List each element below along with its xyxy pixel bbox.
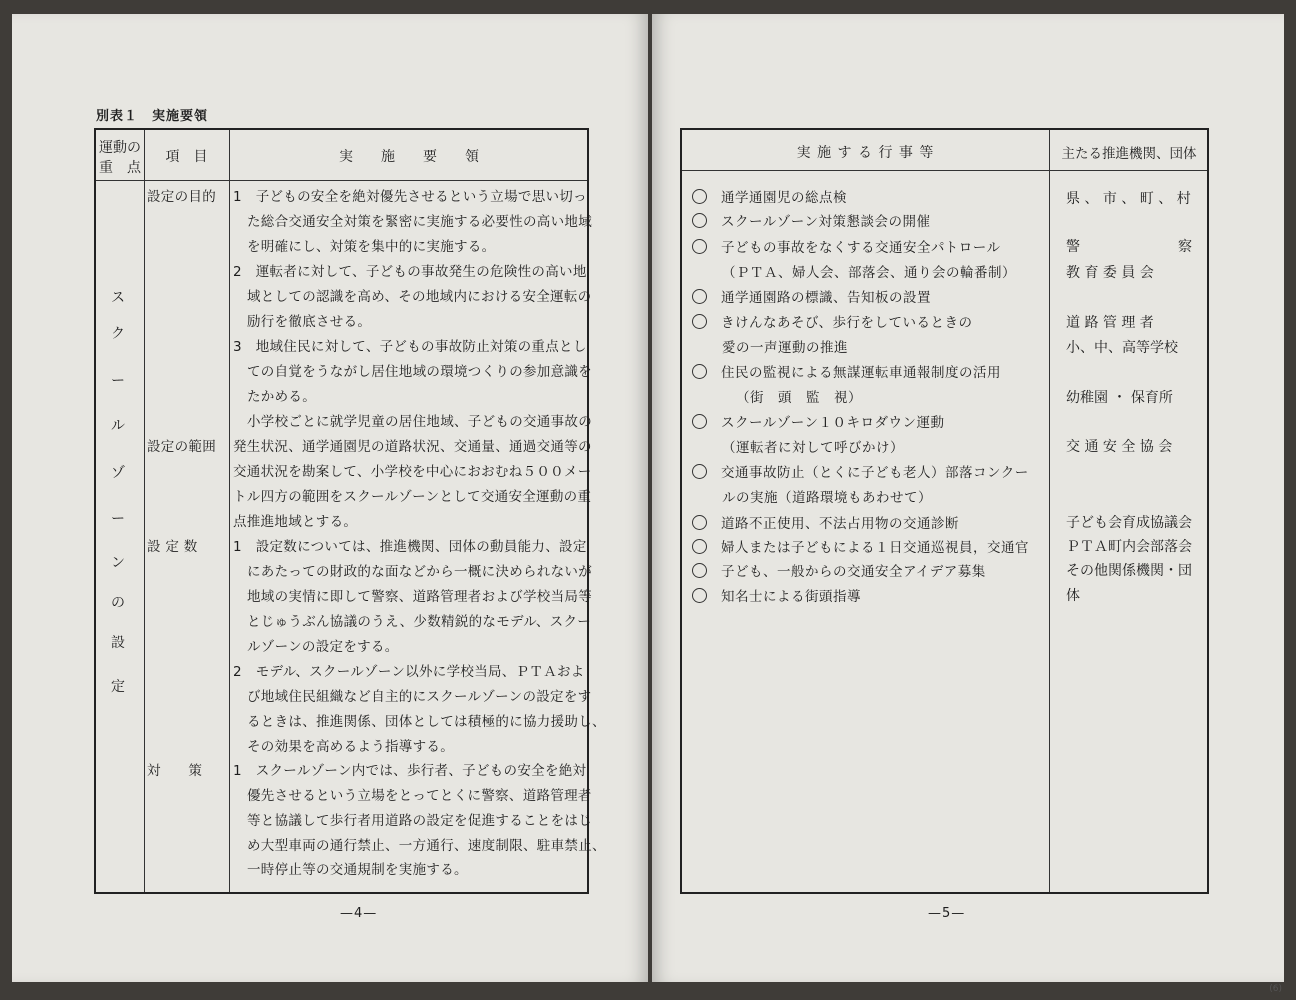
list-item: 警 察 <box>1066 239 1192 255</box>
text-line: るときは、推進関係、団体としては積極的に協力援助し、 <box>247 714 606 730</box>
list-item: 教 育 委 員 会 <box>1066 265 1154 281</box>
text-line: 地域の実情に即して警察、道路管理者および学校当局等 <box>247 589 592 605</box>
list-item: 交 通 安 全 協 会 <box>1066 439 1173 455</box>
text-line: 1 スクールゾーン内では、歩行者、子どもの安全を絶対 <box>233 763 587 779</box>
list-item: その他関係機関・団 <box>1066 563 1192 579</box>
list-item: 知名士による街頭指導 <box>692 585 861 605</box>
text-line: 優先させるという立場をとってとくに警察、道路管理者 <box>247 788 592 804</box>
text-line: び地域住民組織など自主的にスクールゾーンの設定をす <box>247 689 592 705</box>
text-line: 2 モデル、スクールゾーン以外に学校当局、ＰＴＡおよ <box>233 664 585 680</box>
header-procedure: 実 施 要 領 <box>339 149 479 165</box>
text-line: た総合交通安全対策を緊密に実施する必要性の高い地域 <box>247 214 592 230</box>
circle-bullet-icon <box>692 289 707 304</box>
table-header-divider <box>682 170 1207 171</box>
text-line: トル四方の範囲をスクールゾーンとして交通安全運動の重 <box>233 489 592 505</box>
list-item: 道 路 管 理 者 <box>1066 315 1154 331</box>
list-item-continuation: （運転者に対して呼びかけ） <box>722 440 904 456</box>
list-item-continuation: 体 <box>1066 588 1080 604</box>
list-item-continuation: （ＰＴＡ、婦人会、部落会、通り会の輪番制） <box>722 265 1016 281</box>
header-emphasis-line1: 運動の <box>99 140 141 156</box>
item-range: 設定の範囲 <box>147 439 216 455</box>
text-line: にあたっての財政的な面などから一概に決められないが <box>247 564 592 580</box>
list-item: 道路不正使用、不法占用物の交通診断 <box>692 512 959 532</box>
circle-bullet-icon <box>692 588 707 603</box>
table-divider <box>229 130 230 892</box>
table-caption: 別表１ 実施要領 <box>96 109 209 124</box>
circle-bullet-icon <box>692 414 707 429</box>
text-line: 発生状況、通学通園児の道路状況、交通量、通過交通等の <box>233 439 592 455</box>
list-item: きけんなあそび、歩行をしているときの <box>692 311 972 331</box>
text-line: ての自覚をうながし居住地域の環境つくりの参加意識を <box>247 364 592 380</box>
text-line: 3 地域住民に対して、子どもの事故防止対策の重点とし <box>233 339 587 355</box>
header-item: 項 目 <box>165 149 208 165</box>
circle-bullet-icon <box>692 213 707 228</box>
list-item: スクールゾーン対策懇談会の開催 <box>692 210 930 230</box>
page-number-right: —5— <box>928 906 966 921</box>
text-line: 等と協議して歩行者用道路の設定を促進することをはじ <box>247 813 592 829</box>
list-item-continuation: 愛の一声運動の推進 <box>722 340 848 356</box>
table-divider <box>1049 130 1050 892</box>
list-item: 子ども、一般からの交通安全アイデア募集 <box>692 560 986 580</box>
text-line: を明確にし、対策を集中的に実施する。 <box>247 239 496 255</box>
circle-bullet-icon <box>692 464 707 479</box>
list-item: 子どもの事故をなくする交通安全パトロール <box>692 236 1000 256</box>
list-item: 住民の監視による無謀運転車通報制度の活用 <box>692 361 1001 381</box>
circle-bullet-icon <box>692 189 707 204</box>
header-events: 実 施 す る 行 事 等 <box>796 145 935 161</box>
text-line: 交通状況を勘案して、小学校を中心におおむね５００メー <box>233 464 592 480</box>
list-item: 通学通園児の総点検 <box>692 186 847 206</box>
list-item: 婦人または子どもによる１日交通巡視員，交通官 <box>692 536 1029 556</box>
list-item: スクールゾーン１０キロダウン運動 <box>692 411 944 431</box>
table-header-divider <box>96 180 587 181</box>
text-line: 一時停止等の交通規制を実施する。 <box>247 862 468 878</box>
text-line: 点推進地域とする。 <box>233 514 358 530</box>
text-line: 励行を徹底させる。 <box>247 314 372 330</box>
item-purpose: 設定の目的 <box>147 189 216 205</box>
circle-bullet-icon <box>692 515 707 530</box>
circle-bullet-icon <box>692 364 707 379</box>
text-line: 小学校ごとに就学児童の居住地域、子どもの交通事故の <box>247 414 592 430</box>
table-divider <box>144 130 145 892</box>
circle-bullet-icon <box>692 539 707 554</box>
text-line: ルゾーンの設定をする。 <box>247 639 399 655</box>
text-line: 1 子どもの安全を絶対優先させるという立場で思い切っ <box>233 189 587 205</box>
list-item: 県 、 市 、 町 、 村 <box>1066 191 1191 207</box>
text-line: その効果を高めるよう指導する。 <box>247 739 454 755</box>
text-line: 域としての認識を高め、その地域内における安全運転の <box>247 289 592 305</box>
header-organizations: 主たる推進機関、団体 <box>1061 146 1197 162</box>
item-count: 設 定 数 <box>147 539 198 555</box>
corner-mark: (6) <box>1269 984 1282 994</box>
circle-bullet-icon <box>692 239 707 254</box>
list-item: ＰＴＡ町内会部落会 <box>1066 539 1192 555</box>
list-item: 子ども会育成協議会 <box>1066 515 1192 531</box>
list-item: 通学通園路の標識、告知板の設置 <box>692 286 931 306</box>
circle-bullet-icon <box>692 563 707 578</box>
circle-bullet-icon <box>692 314 707 329</box>
header-emphasis-line2: 重 点 <box>99 160 141 176</box>
item-measures: 対 策 <box>147 763 203 779</box>
list-item: 交通事故防止（とくに子ども老人）部落コンクー <box>692 461 1029 481</box>
list-item: 幼稚園 ・ 保育所 <box>1066 390 1173 406</box>
list-item: 小、中、高等学校 <box>1066 340 1178 356</box>
list-item-continuation: （街 頭 監 視） <box>736 390 862 406</box>
text-line: 2 運転者に対して、子どもの事故発生の危険性の高い地 <box>233 264 587 280</box>
page-number-left: —4— <box>340 906 378 921</box>
text-line: たかめる。 <box>247 389 316 405</box>
text-line: とじゅうぶん協議のうえ、少数精鋭的なモデル、スクー <box>247 614 592 630</box>
list-item-continuation: ルの実施（道路環境もあわせて） <box>722 490 932 506</box>
text-line: 1 設定数については、推進機関、団体の動員能力、設定 <box>233 539 587 555</box>
text-line: め大型車両の通行禁止、一方通行、速度制限、駐車禁止、 <box>247 838 606 854</box>
